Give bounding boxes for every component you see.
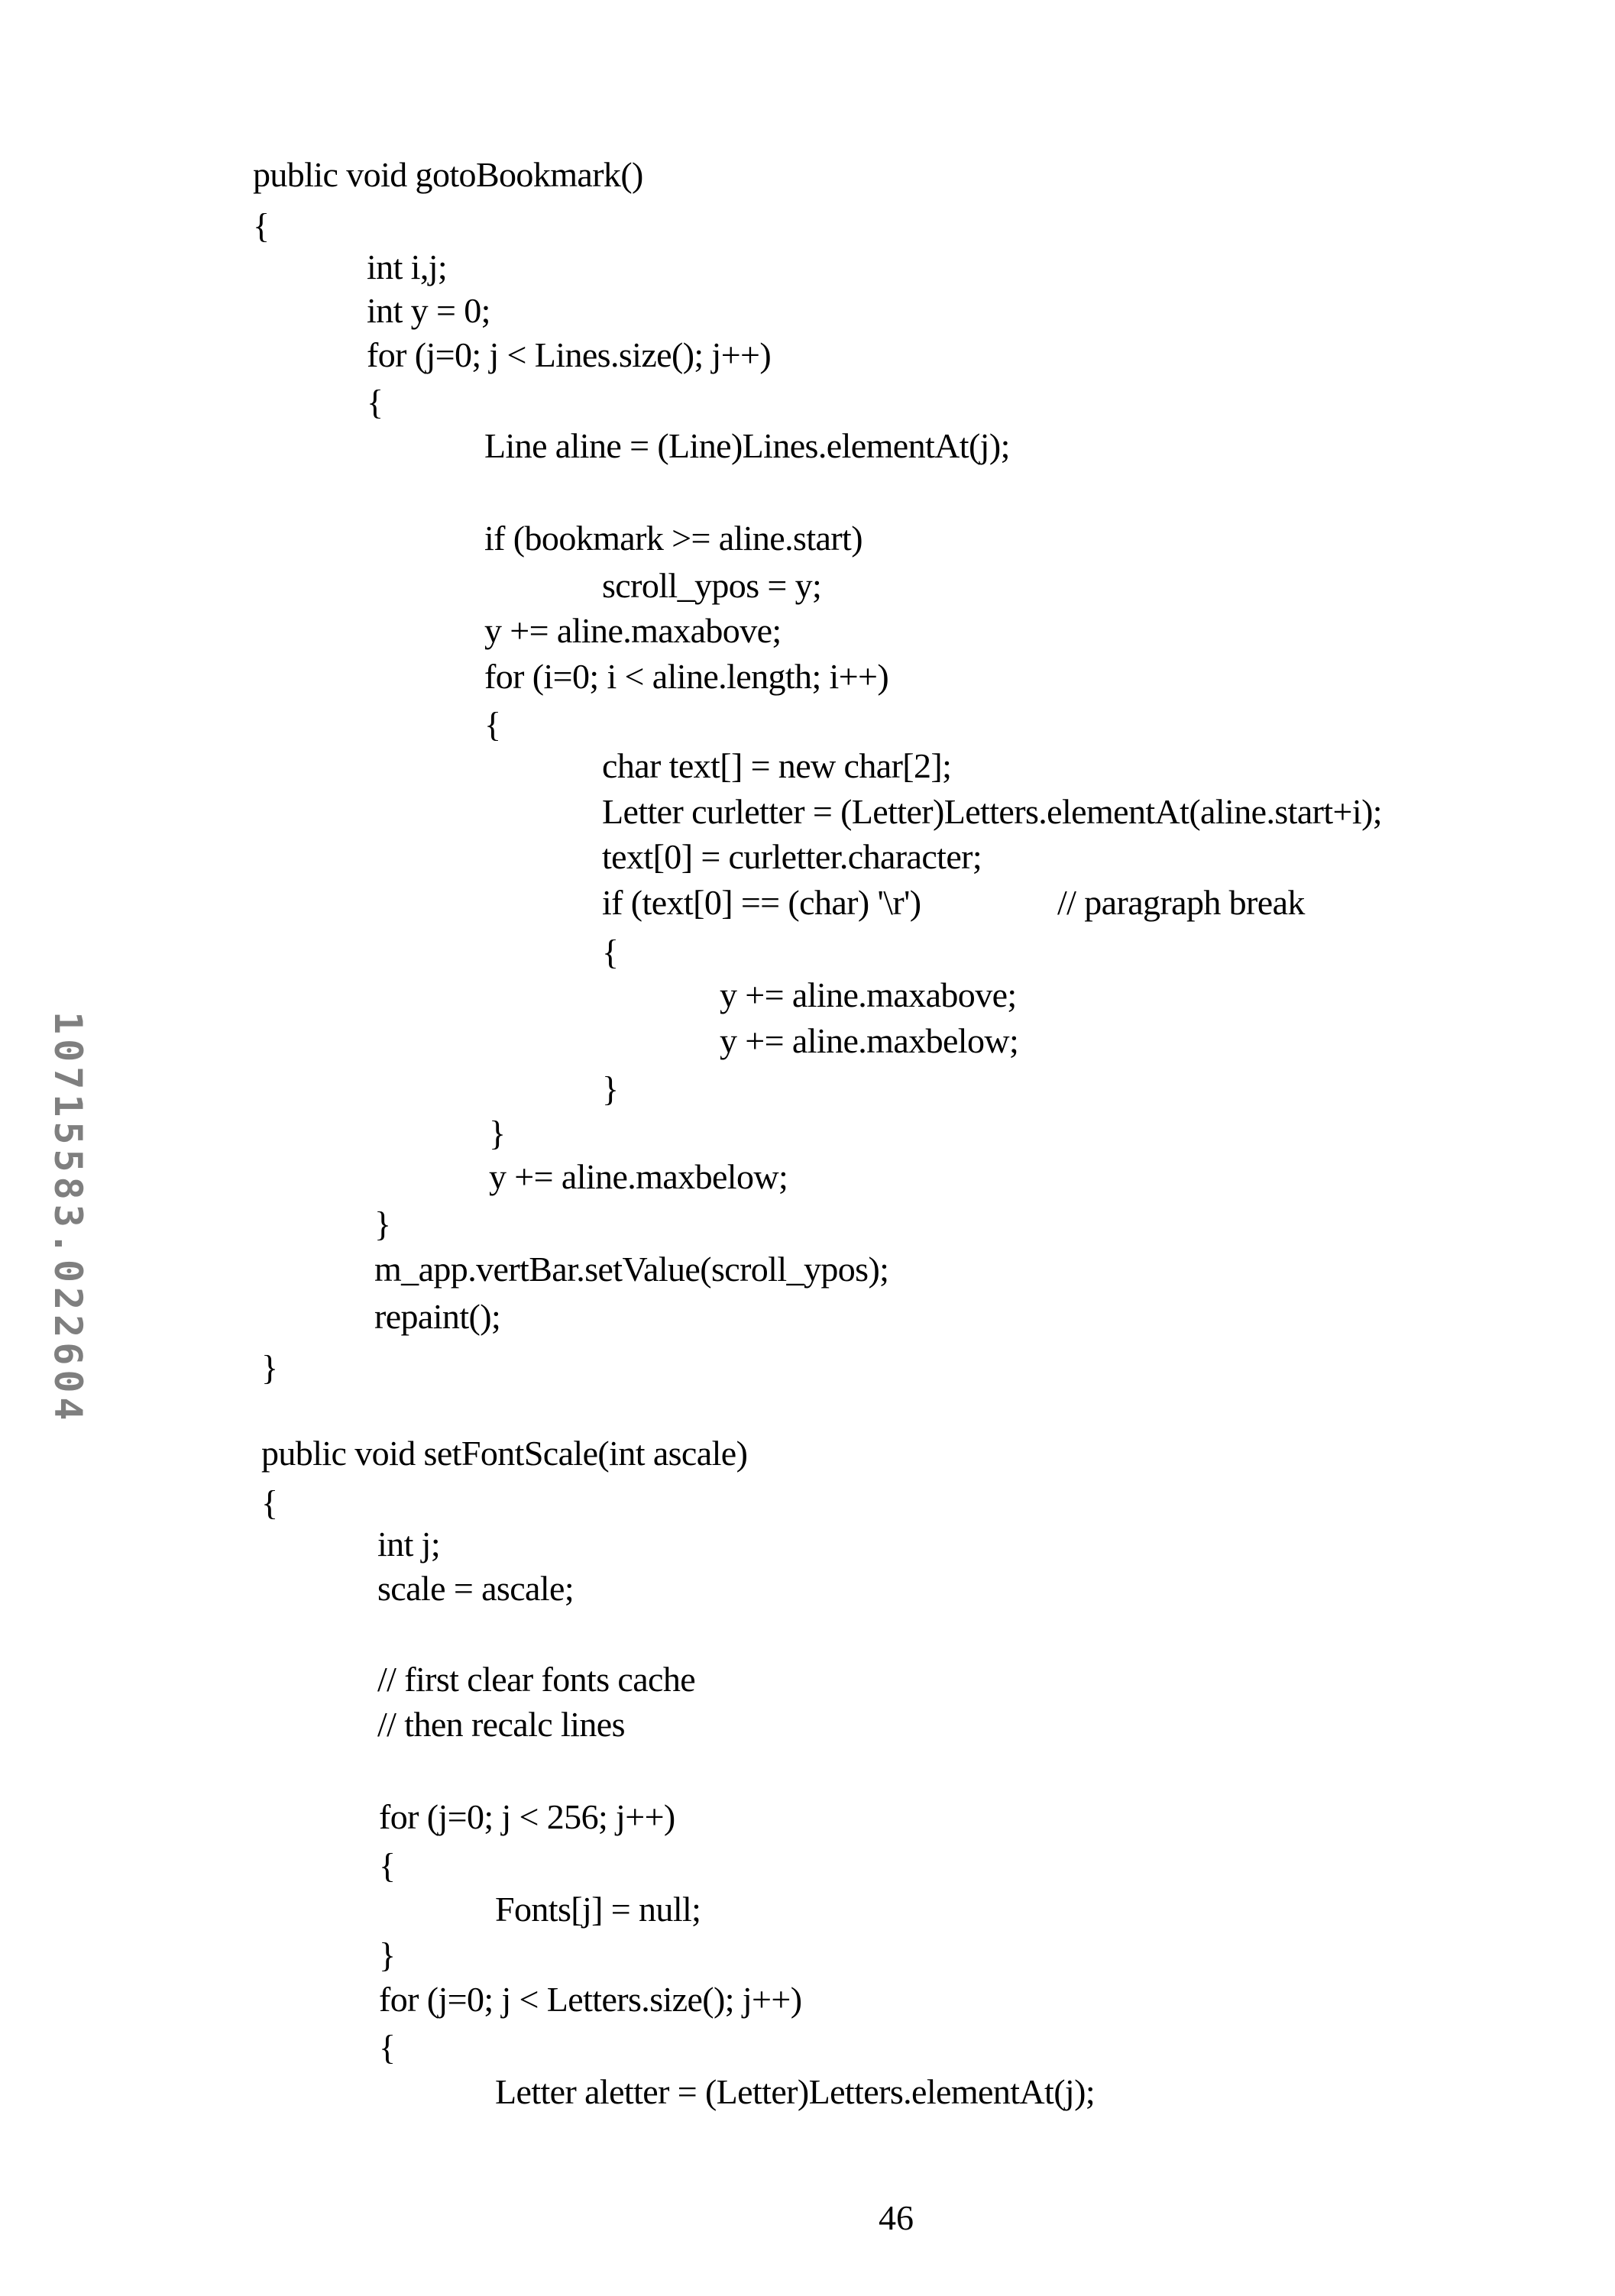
- code-line: }: [489, 1116, 505, 1151]
- code-line: text[0] = curletter.character;: [602, 839, 982, 875]
- code-line: Letter aletter = (Letter)Letters.elementAt(j);: [495, 2074, 1095, 2110]
- code-line: m_app.vertBar.setValue(scroll_ypos);: [374, 1252, 888, 1287]
- code-line: for (j=0; j < Letters.size(); j++): [379, 1982, 801, 2017]
- code-line: int y = 0;: [367, 293, 490, 328]
- code-line: Line aline = (Line)Lines.elementAt(j);: [484, 428, 1010, 464]
- code-line: char text[] = new char[2];: [602, 749, 951, 784]
- code-line: for (i=0; i < aline.length; i++): [484, 659, 888, 694]
- code-line: if (text[0] == (char) '\r'): [602, 885, 921, 920]
- code-line: Letter curletter = (Letter)Letters.elementAt(aline.start+i);: [602, 794, 1382, 829]
- code-line: }: [261, 1350, 277, 1386]
- page-number: 46: [879, 2197, 914, 2238]
- code-line: }: [374, 1207, 390, 1242]
- code-line: {: [253, 209, 269, 244]
- side-stamp: 10715583.022604: [44, 909, 90, 1528]
- code-comment: // paragraph break: [1057, 885, 1305, 920]
- code-line: public void gotoBookmark(): [253, 157, 643, 192]
- code-line: int j;: [377, 1527, 440, 1562]
- code-line: }: [379, 1938, 395, 1973]
- code-line: }: [602, 1072, 618, 1107]
- code-line: Fonts[j] = null;: [495, 1892, 701, 1927]
- code-line: {: [379, 1848, 395, 1884]
- code-line: {: [484, 707, 500, 742]
- code-line: if (bookmark >= aline.start): [484, 521, 863, 556]
- code-line: int i,j;: [367, 250, 447, 285]
- code-line: {: [379, 2030, 395, 2065]
- code-line: repaint();: [374, 1299, 500, 1334]
- code-line: public void setFontScale(int ascale): [261, 1436, 747, 1471]
- code-line: y += aline.maxabove;: [720, 978, 1017, 1013]
- code-line: y += aline.maxabove;: [484, 613, 782, 648]
- code-line: for (j=0; j < Lines.size(); j++): [367, 338, 771, 373]
- code-line: for (j=0; j < 256; j++): [379, 1800, 675, 1835]
- code-line: // then recalc lines: [377, 1707, 625, 1742]
- code-line: // first clear fonts cache: [377, 1662, 695, 1697]
- code-line: y += aline.maxbelow;: [720, 1023, 1018, 1059]
- code-line: scroll_ypos = y;: [602, 568, 821, 603]
- code-line: y += aline.maxbelow;: [489, 1159, 788, 1195]
- code-line: {: [367, 385, 383, 420]
- code-line: {: [602, 935, 618, 970]
- code-line: {: [261, 1486, 277, 1521]
- code-line: scale = ascale;: [377, 1571, 574, 1606]
